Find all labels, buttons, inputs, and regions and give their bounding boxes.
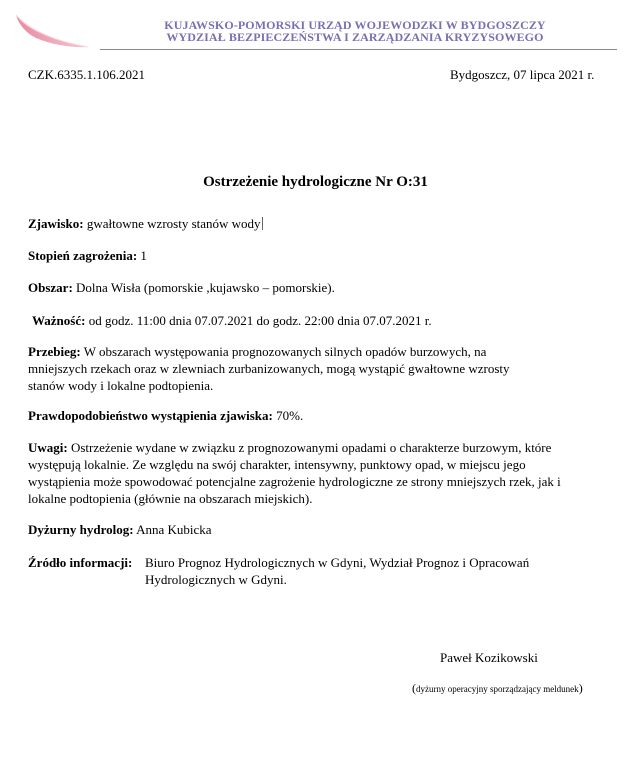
field-value: Dolna Wisła (pomorskie ,kujawsko – pomorskie). xyxy=(76,280,335,295)
field-prawdopodobienstwo xyxy=(28,407,588,424)
text-cursor xyxy=(262,217,263,230)
field-label: Stopień zagrożenia: xyxy=(28,248,138,263)
field-label: Uwagi: xyxy=(28,440,68,455)
field-zrodlo-value: Biuro Prognoz Hydrologicznych w Gdyni, Wydział Prognoz i Opracowań Hydrologicznych w Gdyni. xyxy=(145,555,530,587)
field-zjawisko xyxy=(28,215,588,232)
field-value: od godz. 11:00 dnia 07.07.2021 do godz. 22:00 dnia 07.07.2021 r. xyxy=(88,313,432,328)
signature-name: Paweł Kozikowski xyxy=(440,650,538,665)
field-label: Przebieg: xyxy=(28,344,81,359)
field-value: 1 xyxy=(140,248,147,263)
department-name: WYDZIAŁ BEZPIECZEŃSTWA I ZARZĄDZANIA KRYZYSOWEGO xyxy=(166,30,544,44)
field-dyzurny xyxy=(28,521,588,538)
field-value: 70%. xyxy=(276,408,304,423)
field-value: Anna Kubicka xyxy=(136,522,212,537)
field-przebieg xyxy=(28,343,548,394)
field-value: Ostrzeżenie wydane w związku z prognozowanymi opadami o charakterze burzowym, które występują lokalnie. Ze względu na swój charakter, intensywny, punktowy opad, w miejscu jego wystąpienia może spowodować potencjalne zagrożenie hydrologiczne ze strony mniejszych rzek, jak i lokalne podtopienia (głównie na obszarach miejskich). xyxy=(28,440,561,506)
field-stopien xyxy=(28,247,588,264)
field-label: Prawdopodobieństwo wystąpienia zjawiska: xyxy=(28,408,273,423)
document-reference: CZK.6335.1.106.2021 xyxy=(28,67,145,82)
field-uwagi xyxy=(28,439,588,507)
field-label: Dyżurny hydrolog: xyxy=(28,522,134,537)
field-value: gwałtowne wzrosty stanów wody xyxy=(86,216,261,231)
institution-name: KUJAWSKO-POMORSKI URZĄD WOJEWODZKI W BYDGOSZCZY xyxy=(164,18,546,32)
place-date: Bydgoszcz, 07 lipca 2021 r. xyxy=(450,67,595,82)
feather-logo-icon xyxy=(14,12,92,50)
field-waznosc xyxy=(32,312,592,329)
field-obszar xyxy=(28,279,588,296)
field-label: Zjawisko: xyxy=(28,216,84,231)
field-zrodlo-label: Źródło informacji: xyxy=(28,555,133,570)
signature-role-note: (dyżurny operacyjny sporządzający meldunek) xyxy=(412,681,583,695)
field-value: W obszarach występowania prognozowanych silnych opadów burzowych, na mniejszych rzekach oraz w zlewniach zurbanizowanych, mogą wystąpić gwałtowne wzrosty stanów wody i lokalne podtopienia. xyxy=(28,344,510,393)
field-label: Ważność: xyxy=(32,313,86,328)
role-note-text: dyżurny operacyjny sporządzający meldunek xyxy=(416,684,579,694)
header-divider xyxy=(100,49,617,50)
field-label: Obszar: xyxy=(28,280,73,295)
page-title: Ostrzeżenie hydrologiczne Nr O:31 xyxy=(203,174,428,190)
